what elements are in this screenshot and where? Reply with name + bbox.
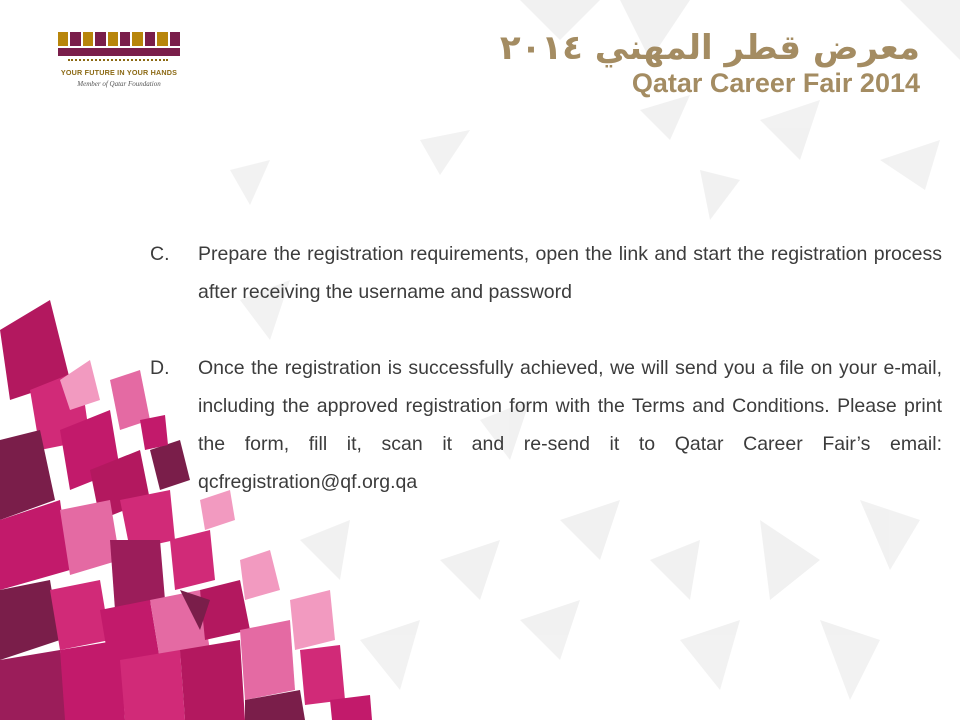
- logo-member-text: [54, 80, 184, 88]
- item-text: Prepare the registration requirements, open the link and start the registration process after receiving the username and password: [198, 243, 942, 303]
- logo-arabic-dots: [68, 59, 168, 65]
- list-item: [150, 349, 942, 501]
- item-marker: D.: [150, 357, 170, 379]
- qatar-career-fair-logo: [54, 30, 184, 102]
- logo-pattern: [58, 32, 180, 46]
- logo-tagline: YOUR FUTURE IN YOUR HANDS: [60, 68, 178, 77]
- header-title-arabic: معرض قطر المهني ٢٠١٤: [499, 28, 920, 68]
- item-text: Once the registration is successfully achieved, we will send you a file on your e-mail, including the approved registration form with the Terms and Conditions. Please print the form, fill it, scan it and re-send it to Qatar Career Fair’s email: qcfregistration@qf.org.qa: [198, 357, 942, 493]
- item-marker: C.: [150, 243, 170, 265]
- header-title-english: Qatar Career Fair 2014: [631, 68, 920, 98]
- content-body: [150, 235, 942, 501]
- logo-arabic-band: [58, 48, 180, 56]
- member-line: Member of Qatar Foundation: [77, 80, 161, 88]
- list-item: [150, 235, 942, 311]
